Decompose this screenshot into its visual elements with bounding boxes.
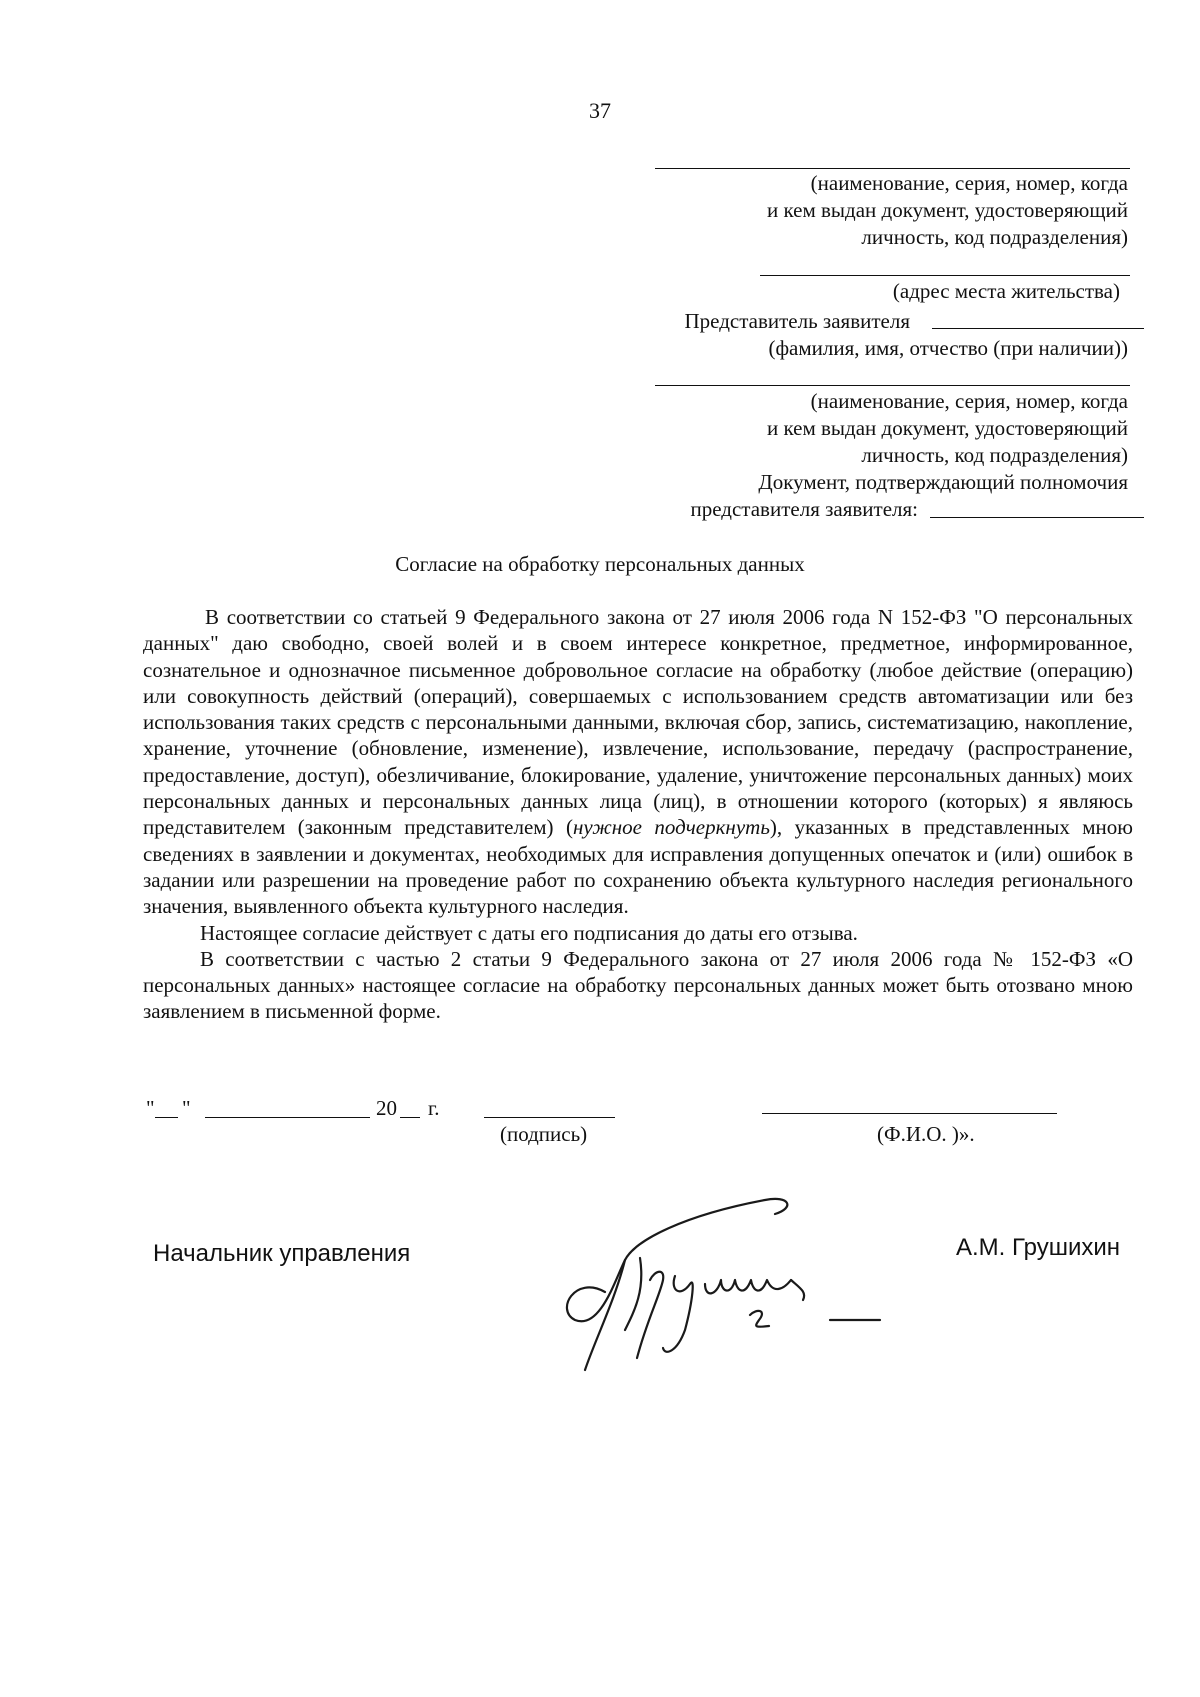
consent-paragraph-1: В соответствии со статьей 9 Федерального закона от 27 июля 2006 года N 152-ФЗ "О персональных данных" даю свободно, своей волей и в своем интересе конкретное, предметное, информированное, сознательное и однозначное письменное добровольное согласие на обработку (любое действие (операцию) или совокупность действий (операций), совершаемых с использованием средств автоматизации или без использования таких средств с персональными данными, включая сбор, запись, систематизацию, накопление, хранение, уточнение (обновление, изменение), извлечение, использование, передачу (распространение, предоставление, доступ), обезличивание, блокирование, удаление, уничтожение персональных данных) моих персональных данных и персональных данных лица (лиц), в отношении которого (которых) я являюсь представителем (законным представителем) (нужное подчеркнуть), указанных в представленных мною сведениях в заявлении и документах, необходимых для исправления допущенных опечаток и (или) ошибок в задании или разрешении на проведение работ по сохранению объекта культурного наследия регионального значения, выявленного объекта культурного наследия. <box>143 605 1133 919</box>
handwritten-signature <box>545 1180 905 1380</box>
consent-title: Согласие на обработку персональных данных <box>395 552 805 576</box>
signature-caption: (подпись) <box>500 1122 588 1146</box>
year-suffix: г. <box>428 1096 440 1120</box>
month-blank-line <box>205 1117 370 1118</box>
date-quote-close: " <box>182 1096 191 1120</box>
doc-id-caption-2: и кем выдан документ, удостоверяющий <box>766 198 1128 222</box>
year-blank-line <box>400 1117 420 1118</box>
representative-blank-line <box>932 328 1144 329</box>
authority-line-1: Документ, подтверждающий полномочия <box>758 470 1128 494</box>
day-blank-line <box>155 1117 178 1118</box>
underline-note: нужное подчеркнуть <box>572 815 770 840</box>
address-caption: (адрес места жительства) <box>892 279 1120 303</box>
representative-caption: (фамилия, имя, отчество (при наличии)) <box>768 336 1128 360</box>
representative-label: Представитель заявителя <box>684 309 910 333</box>
authority-line-2: представителя заявителя: <box>690 497 918 521</box>
doc-id-caption-1: (наименование, серия, номер, когда <box>810 171 1128 195</box>
authority-blank-line <box>930 517 1144 518</box>
signatory-name: А.М. Грушихин <box>956 1234 1121 1261</box>
consent-paragraph-2: Настоящее согласие действует с даты его подписания до даты его отзыва. <box>200 920 858 945</box>
fio-caption: (Ф.И.О. )». <box>877 1122 975 1146</box>
consent-paragraph-3: В соответствии с частью 2 статьи 9 Федерального закона от 27 июля 2006 года № 152-ФЗ «О персональных данных» настоящее согласие на обработку персональных данных может быть отозвано мною заявлением в письменной форме. <box>143 946 1133 1024</box>
rep-doc-caption-3: личность, код подразделения) <box>861 443 1128 467</box>
address-blank-line <box>760 275 1130 276</box>
year-prefix: 20 <box>376 1096 397 1120</box>
rep-doc-caption-1: (наименование, серия, номер, когда <box>810 389 1128 413</box>
page-number: 37 <box>589 98 611 123</box>
rep-doc-blank-line <box>655 385 1130 386</box>
consent-body <box>143 604 1133 1025</box>
fio-blank-line <box>762 1113 1057 1114</box>
doc-id-blank-line <box>655 168 1130 169</box>
date-quote-open: " <box>146 1096 155 1120</box>
position-title: Начальник управления <box>153 1240 411 1267</box>
rep-doc-caption-2: и кем выдан документ, удостоверяющий <box>766 416 1128 440</box>
signature-blank-line <box>484 1117 615 1118</box>
doc-id-caption-3: личность, код подразделения) <box>861 225 1128 249</box>
